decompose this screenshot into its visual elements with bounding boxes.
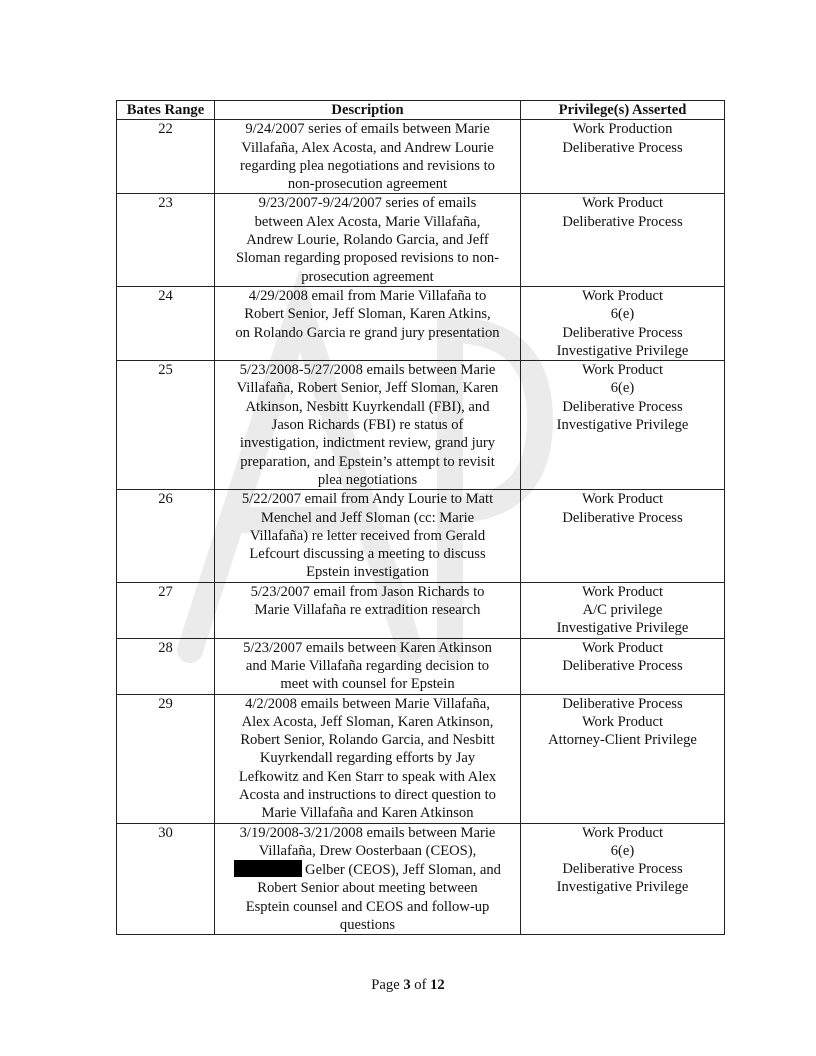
privilege-item: Work Product [581,195,664,212]
description-cell [215,286,521,360]
table-row [117,638,725,694]
header-description: Description [215,101,521,120]
description-cell [215,694,521,823]
description-cell [215,120,521,194]
privilege-item: Deliberative Process [562,657,683,674]
privileges-cell [521,638,725,694]
table-row [117,194,725,286]
privileges-cell [521,490,725,582]
description-line: Robert Senior, Jeff Sloman, Karen Atkins, [244,306,491,323]
privilege-item: Deliberative Process [562,324,683,341]
description-line: non-prosecution agreement [287,176,448,193]
privilege-item: Investigative Privilege [556,620,689,637]
table-row [117,694,725,823]
privilege-item: 6(e) [610,306,635,323]
description-line: Kuyrkendall regarding efforts by Jay [259,750,476,767]
privilege-item: Deliberative Process [562,398,683,415]
description-line: Acosta and instructions to direct question to [239,786,496,803]
description-line: 4/2/2008 emails between Marie Villafaña, [245,695,490,712]
table-row [117,120,725,194]
description-line: Alex Acosta, Jeff Sloman, Karen Atkinson, [241,713,494,730]
bates-range-cell: 22 [117,120,215,194]
privilege-item: Work Product [581,491,664,508]
bates-range-cell: 27 [117,582,215,638]
privilege-item: Deliberative Process [562,861,683,878]
description-line: 9/23/2007-9/24/2007 series of emails [258,195,477,212]
description-line: regarding plea negotiations and revisions to [240,157,495,174]
description-line-text: Gelber (CEOS), Jeff Sloman, and [305,862,501,879]
page-number-prefix: Page [371,977,404,993]
description-line: Lefcourt discussing a meeting to discuss [249,546,486,563]
description-line: Robert Senior, Rolando Garcia, and Nesbitt [240,732,495,749]
bates-range-cell: 24 [117,286,215,360]
privilege-item: Investigative Privilege [556,342,689,359]
privileges-cell [521,582,725,638]
description-line: 5/22/2007 email from Andy Lourie to Matt [241,491,494,508]
redaction-box [234,860,302,877]
description-line [218,860,517,879]
privilege-item: Deliberative Process [562,509,683,526]
privileges-cell [521,194,725,286]
description-line: Jason Richards (FBI) re status of [271,417,464,434]
table-header-row [117,101,725,120]
table-row [117,490,725,582]
privileges-cell [521,120,725,194]
privilege-log-table [116,100,725,935]
description-cell [215,490,521,582]
privileges-cell [521,823,725,935]
description-line: Andrew Lourie, Rolando Garcia, and Jeff [246,232,489,249]
privilege-item: A/C privilege [582,602,663,619]
table-row [117,361,725,490]
description-line: investigation, indictment review, grand jury [239,435,496,452]
description-line: Sloman regarding proposed revisions to non- [235,250,500,267]
privilege-item: 6(e) [610,842,635,859]
header-bates-range: Bates Range [117,101,215,120]
privileges-cell [521,286,725,360]
description-cell [215,194,521,286]
description-line: between Alex Acosta, Marie Villafaña, [254,213,481,230]
privilege-item: Work Product [581,824,664,841]
description-line: on Rolando Garcia re grand jury presentation [235,324,500,341]
privilege-item: Work Production [572,121,673,138]
table-row [117,823,725,935]
privilege-item: 6(e) [610,380,635,397]
description-line: Villafaña, Drew Oosterbaan (CEOS), [258,842,477,859]
description-line: Marie Villafaña and Karen Atkinson [261,805,474,822]
description-line: Menchel and Jeff Sloman (cc: Marie [260,509,475,526]
privilege-item: Work Product [581,713,664,730]
description-cell [215,638,521,694]
page-footer [0,977,816,994]
bates-range-cell: 29 [117,694,215,823]
description-line: and Marie Villafaña regarding decision to [245,657,490,674]
bates-range-cell: 28 [117,638,215,694]
table-body [117,120,725,935]
privilege-item: Deliberative Process [562,695,683,712]
privilege-item: Work Product [581,639,664,656]
description-line: Robert Senior about meeting between [257,880,478,897]
description-line: Atkinson, Nesbitt Kuyrkendall (FBI), and [245,398,490,415]
description-line: 5/23/2007 email from Jason Richards to [250,583,485,600]
privilege-item: Work Product [581,287,664,304]
description-line: meet with counsel for Epstein [280,676,455,693]
header-privileges: Privilege(s) Asserted [521,101,725,120]
description-line: 3/19/2008-3/21/2008 emails between Marie [239,824,496,841]
privilege-item: Attorney-Client Privilege [548,732,697,749]
privilege-item: Deliberative Process [562,213,683,230]
privileges-cell [521,361,725,490]
description-cell [215,823,521,935]
page-number-total: 12 [430,977,445,993]
description-line: plea negotiations [317,471,418,488]
bates-range-cell: 23 [117,194,215,286]
description-line: Esptein counsel and CEOS and follow-up [245,898,490,915]
privilege-item: Investigative Privilege [556,417,689,434]
privilege-item: Investigative Privilege [556,879,689,896]
bates-range-cell: 26 [117,490,215,582]
page-number-current: 3 [403,977,411,993]
bates-range-cell: 30 [117,823,215,935]
description-line: questions [339,917,396,934]
description-line: Villafaña, Robert Senior, Jeff Sloman, Karen [236,380,499,397]
description-line: 9/24/2007 series of emails between Marie [245,121,490,138]
privileges-cell [521,694,725,823]
table-row [117,582,725,638]
privilege-item: Work Product [581,583,664,600]
description-line: prosecution agreement [301,268,434,285]
page-number-middle: of [410,977,431,993]
description-line: Villafaña, Alex Acosta, and Andrew Lourie [241,139,494,156]
description-line: 5/23/2008-5/27/2008 emails between Marie [239,362,496,379]
description-cell [215,582,521,638]
description-line: 4/29/2008 email from Marie Villafaña to [248,287,487,304]
description-line: Epstein investigation [306,564,429,581]
description-line: Villafaña) re letter received from Gerald [249,527,486,544]
description-line: 5/23/2007 emails between Karen Atkinson [243,639,492,656]
privilege-item: Work Product [581,362,664,379]
description-cell [215,361,521,490]
bates-range-cell: 25 [117,361,215,490]
privilege-item: Deliberative Process [562,139,683,156]
description-line: preparation, and Epstein’s attempt to revisit [240,453,495,470]
description-line: Marie Villafaña re extradition research [254,602,481,619]
description-line: Lefkowitz and Ken Starr to speak with Alex [238,768,497,785]
table-row [117,286,725,360]
